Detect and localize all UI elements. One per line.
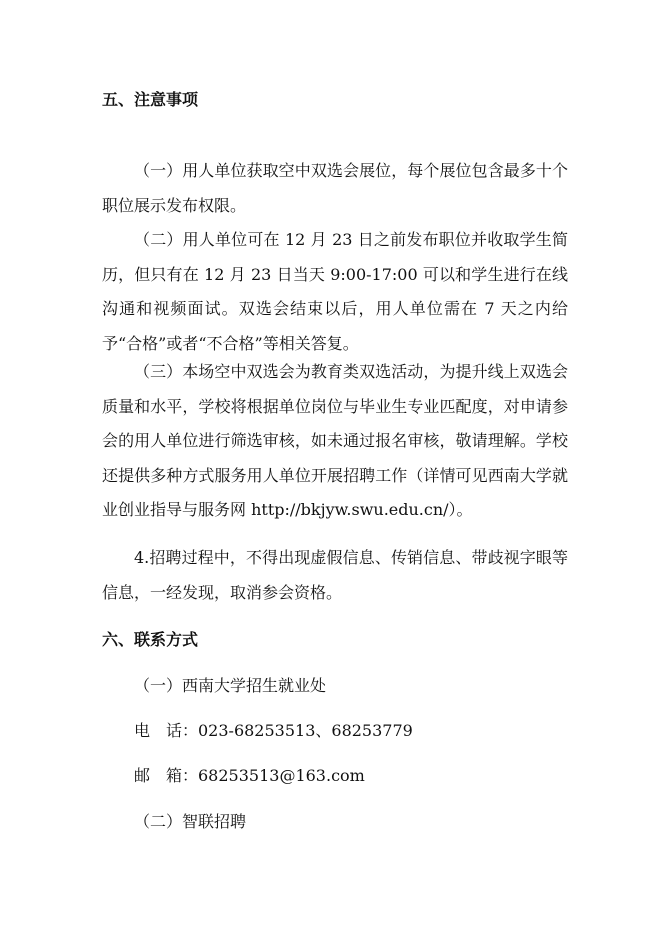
notes-paragraph-1: （一）用人单位获取空中双选会展位，每个展位包含最多十个职位展示发布权限。 [102,161,568,215]
contact-org-2: （二）智联招聘 [134,812,247,831]
contact-phone: 电 话：023-68253513、68253779 [134,721,413,740]
contact-org: （一）西南大学招生就业处 [134,676,327,695]
notes-paragraph-4: 4.招聘过程中，不得出现虚假信息、传销信息、带歧视字眼等信息，一经发现，取消参会资格。 [102,548,568,602]
notes-paragraph-3: （三）本场空中双选会为教育类双选活动，为提升线上双选会质量和水平，学校将根据单位岗位与毕业生专业匹配度，对申请参会的用人单位进行筛选审核，如未通过报名审核，敬请理解。学校还提供多种方式服务用人单位开展招聘工作（详情可见西南大学就业创业指导与服务网 http://bkjyw.swu.edu.cn/）。 [102,362,568,519]
section-heading-notes: 五、注意事项 [102,90,199,109]
contact-email: 邮 箱：68253513@163.com [134,766,365,785]
notes-paragraph-2: （二）用人单位可在 12 月 23 日之前发布职位并收取学生简历，但只有在 12 月 23 日当天 9:00-17:00 可以和学生进行在线沟通和视频面试。双选会结束以后，用人单位需在 7 天之内给予“合格”或者“不合格”等相关答复。 [102,230,568,353]
section-heading-contact: 六、联系方式 [102,630,199,649]
